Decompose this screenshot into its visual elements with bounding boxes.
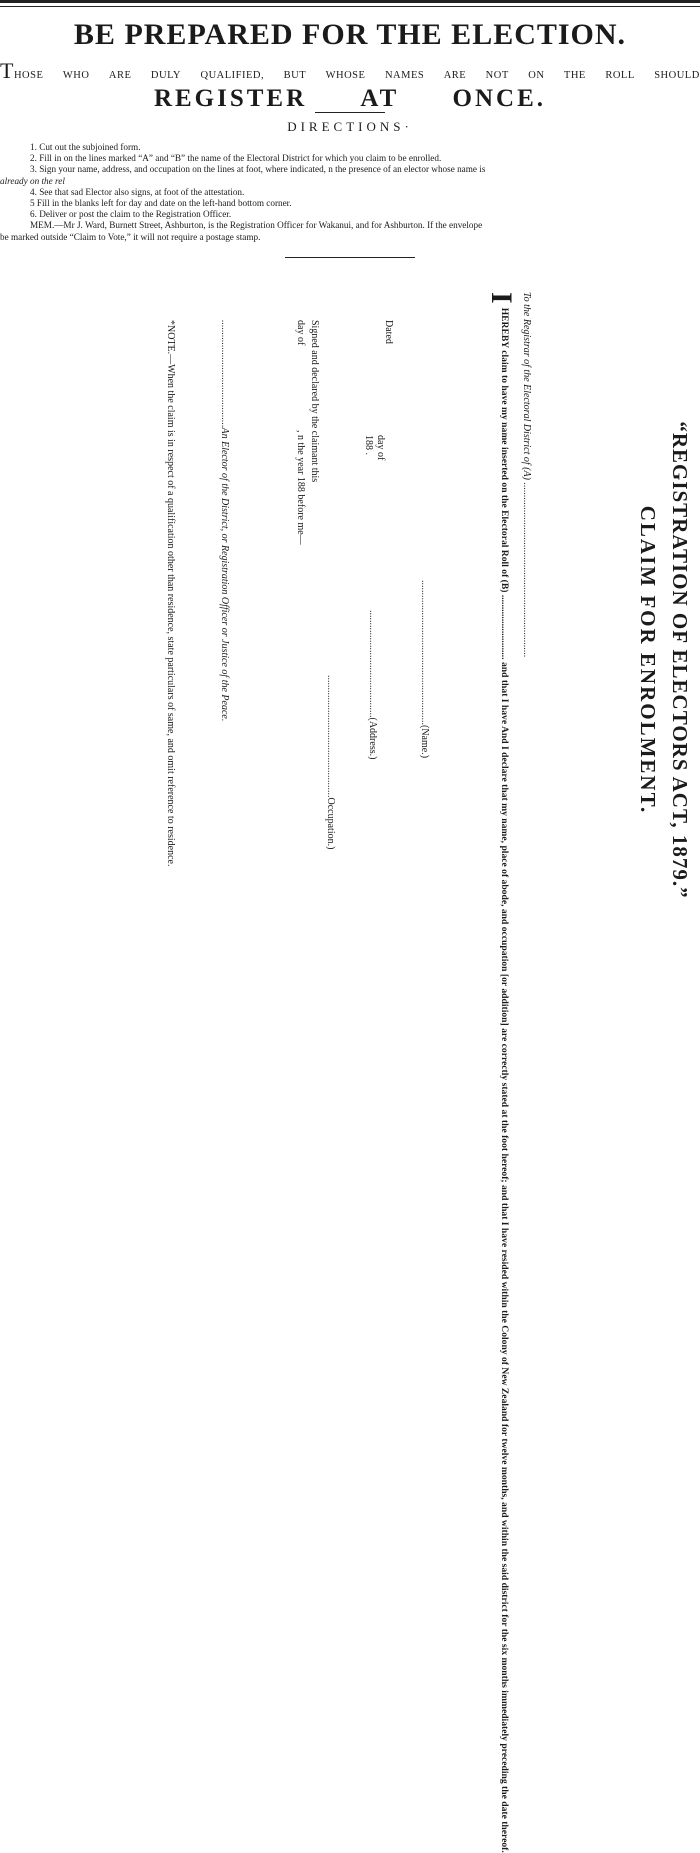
section-divider (285, 257, 415, 258)
direction-item: 4. See that sad Elector also signs, at foot of the attestation. (30, 186, 245, 197)
direction-item: 1. Cut out the subjoined form. (30, 142, 141, 152)
year-188-label: 188 . (363, 435, 374, 455)
qualification-line-first-word: THOSE (0, 58, 44, 83)
qualification-word: THE (563, 70, 586, 81)
qualification-word: NAMES (384, 70, 425, 81)
qualification-word: DULY (150, 70, 182, 81)
direction-item: already on the rel (0, 175, 65, 186)
register-word: REGISTER (153, 85, 308, 112)
headline: BE PREPARED FOR THE ELECTION. (73, 18, 627, 51)
year-before-me: , n the year 188 before me— (295, 430, 306, 545)
register-word: ONCE. (452, 85, 547, 112)
direction-item: 2. Fill in on the lines marked “A” and “B” the name of the Electoral District for which you claim to be enrolled. (30, 153, 442, 164)
qualification-word: WHOSE (325, 70, 366, 81)
directions-list (0, 142, 700, 243)
day-of-label-2: day of (295, 320, 306, 346)
signed-declared-label: Signed and declared by the claimant this (309, 320, 320, 483)
qualification-word: SHOULD (654, 70, 700, 81)
direction-memo-continued: be marked outside “Claim to Vote,” it will not require a postage stamp. (0, 231, 261, 242)
form-declaration (485, 292, 518, 1853)
register-underline (315, 112, 385, 113)
declaration-text: HEREBY claim to have my name inserted on the Electoral Roll of (B) ........................... and that I have And I declare that my name, place of abode, and occupation [or addition] are correctly stated at the foot hereof; and that I have resided within the Colony of New Zealand for twelve months, and within the said district for the six months immediately preceding the date thereof. (499, 307, 510, 1853)
occupation-line: .................................................Occupation.) (325, 675, 336, 850)
form-act-title: “REGISTRATION OF ELECTORS ACT, 1879.” (668, 421, 692, 899)
claim-form-rotated (70, 280, 700, 1853)
address-line: ...........................................(Address.) (367, 610, 378, 760)
qualification-word: NOT (485, 70, 509, 81)
directions-heading: DIRECTIONS· (287, 119, 413, 134)
top-border-thin-rule (0, 6, 700, 7)
qualification-word: ARE (108, 70, 132, 81)
name-line: ..........................................................(Name.) (419, 580, 430, 759)
qualification-word: WHO (62, 70, 90, 81)
drop-cap-t: T (0, 58, 14, 83)
direction-item: 6. Deliver or post the claim to the Registration Officer. (30, 209, 232, 220)
direction-item: 3. Sign your name, address, and occupation on the lines at foot, where indicated, n the presence of an elector whose name is (30, 164, 486, 175)
direction-memo: MEM.—Mr J. Ward, Burnett Street, Ashburton, is the Registration Officer for Wakanui, and for Ashburton. If the envelope (30, 220, 483, 231)
qualification-word: BUT (283, 70, 307, 81)
register-at-once (0, 85, 700, 113)
register-word: AT (360, 85, 400, 112)
qualification-word: ARE (443, 70, 467, 81)
direction-item: 5 Fill in the blanks left for day and date on the left-hand bottom corner. (30, 198, 292, 209)
day-of-label: day of (375, 435, 386, 461)
qualification-word: ON (528, 70, 545, 81)
qualification-line (0, 58, 700, 83)
qualification-word: ROLL (605, 70, 635, 81)
form-footnote: *NOTE.—When the claim is in respect of a qualification other than residence, state particulars of same, and omit reference to residence. (165, 320, 176, 867)
elector-attestation-line: ...........................................An Elector of the District, or Registration Officer or Justice of the Peace. (219, 320, 230, 722)
drop-cap-i: I (485, 292, 518, 304)
form-claim-title: CLAIM FOR ENROLMENT. (636, 505, 660, 815)
dated-label: Dated (383, 320, 394, 344)
top-border-rule (0, 0, 700, 3)
qualification-word: QUALIFIED, (200, 70, 265, 81)
form-to-registrar: To the Registrar of the Electoral District of (A) ...................................................................... (521, 292, 532, 658)
